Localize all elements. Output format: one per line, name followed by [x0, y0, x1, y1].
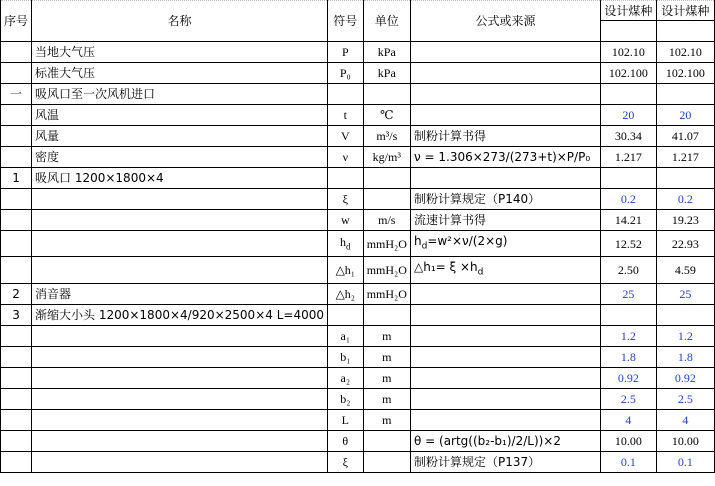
row-formula-cell[interactable]: 制粉计算规定（P137）	[410, 451, 600, 472]
row-formula-cell[interactable]: $h_d=w^2\times\nu/(2\times g)$	[410, 231, 600, 257]
row-index-cell[interactable]	[1, 430, 32, 451]
row-name-cell[interactable]	[32, 451, 328, 472]
row-formula-cell[interactable]	[410, 42, 600, 63]
header-formula[interactable]: 公式或来源	[410, 1, 600, 42]
row-design2-value-cell[interactable]: 102.10	[656, 42, 714, 63]
row-unit-cell[interactable]: m	[363, 367, 410, 388]
row-index-cell[interactable]	[1, 325, 32, 346]
row-index-cell[interactable]	[1, 126, 32, 147]
row-design1-value-cell[interactable]	[601, 168, 657, 189]
row-design2-value-cell[interactable]	[656, 84, 714, 105]
row-design1-value-cell[interactable]: 20	[601, 105, 657, 126]
row-index-cell[interactable]	[1, 147, 32, 168]
row-design1-value-cell[interactable]: 2.5	[601, 388, 657, 409]
row-design1-value-cell[interactable]: 0.2	[601, 189, 657, 210]
row-formula-cell[interactable]: △h₁= $\xi \times h_d$	[410, 257, 600, 283]
row-design1-value-cell[interactable]: 1.217	[601, 147, 657, 168]
row-design1-value-cell[interactable]: 102.10	[601, 42, 657, 63]
row-formula-cell[interactable]: ν = 1.306×273/(273+t)×P/P₀	[410, 147, 600, 168]
row-name-cell[interactable]: 吸风口至一次风机进口	[32, 84, 328, 105]
row-formula-cell[interactable]	[410, 346, 600, 367]
row-index-cell[interactable]: 1	[1, 168, 32, 189]
table-row	[1, 304, 715, 325]
row-symbol-cell[interactable]: $h_d$	[327, 231, 363, 257]
table-row	[1, 231, 715, 257]
row-design2-value-cell[interactable]	[656, 304, 714, 325]
row-unit-cell[interactable]	[363, 304, 410, 325]
row-formula-cell[interactable]: 流速计算书得	[410, 210, 600, 231]
row-name-cell[interactable]	[32, 231, 328, 257]
row-index-cell[interactable]	[1, 63, 32, 84]
row-design2-value-cell[interactable]: 102.100	[656, 63, 714, 84]
row-index-cell[interactable]	[1, 367, 32, 388]
row-formula-cell[interactable]	[410, 388, 600, 409]
row-design2-value-cell[interactable]: 1.2	[656, 325, 714, 346]
row-design1-value-cell[interactable]: 102.100	[601, 63, 657, 84]
table-row	[1, 283, 715, 304]
table-row	[1, 409, 715, 430]
row-formula-cell[interactable]: 制粉计算书得	[410, 126, 600, 147]
row-design1-value-cell[interactable]: 1.8	[601, 346, 657, 367]
row-formula-cell[interactable]	[410, 283, 600, 304]
row-formula-cell[interactable]	[410, 63, 600, 84]
row-unit-cell[interactable]: kPa	[363, 63, 410, 84]
row-unit-cell[interactable]	[363, 189, 410, 210]
row-design1-value-cell[interactable]: 14.21	[601, 210, 657, 231]
row-symbol-cell[interactable]: t	[327, 105, 363, 126]
row-symbol-cell[interactable]: △h₁	[327, 257, 363, 283]
row-index-cell[interactable]	[1, 42, 32, 63]
row-symbol-cell[interactable]: b₁	[327, 346, 363, 367]
row-unit-cell[interactable]	[363, 84, 410, 105]
row-index-cell[interactable]	[1, 451, 32, 472]
row-name-cell[interactable]: 吸风口 1200×1800×4	[32, 168, 328, 189]
row-name-cell[interactable]	[32, 367, 328, 388]
row-name-cell[interactable]	[32, 210, 328, 231]
row-name-cell[interactable]	[32, 430, 328, 451]
table-row	[1, 325, 715, 346]
row-unit-cell[interactable]: m	[363, 325, 410, 346]
row-formula-cell[interactable]	[410, 367, 600, 388]
row-symbol-cell[interactable]: P	[327, 42, 363, 63]
row-unit-cell[interactable]	[363, 168, 410, 189]
row-symbol-cell[interactable]: θ	[327, 430, 363, 451]
row-unit-cell[interactable]: kPa	[363, 42, 410, 63]
row-design2-value-cell[interactable]: 41.07	[656, 126, 714, 147]
row-design1-value-cell[interactable]: 4	[601, 409, 657, 430]
row-design1-value-cell[interactable]: 30.34	[601, 126, 657, 147]
row-formula-cell[interactable]	[410, 325, 600, 346]
row-unit-cell[interactable]	[363, 430, 410, 451]
row-symbol-cell[interactable]: a₂	[327, 367, 363, 388]
row-formula-cell[interactable]	[410, 168, 600, 189]
header-design-coal-2[interactable]	[656, 1, 714, 42]
row-name-cell[interactable]: 当地大气压	[32, 42, 328, 63]
row-symbol-cell[interactable]: P₀	[327, 63, 363, 84]
table-row	[1, 430, 715, 451]
row-name-cell[interactable]	[32, 409, 328, 430]
row-index-cell[interactable]	[1, 409, 32, 430]
row-name-cell[interactable]	[32, 257, 328, 283]
row-symbol-cell[interactable]: w	[327, 210, 363, 231]
row-symbol-cell[interactable]	[327, 84, 363, 105]
row-design2-value-cell[interactable]: 0.2	[656, 189, 714, 210]
header-design-coal-2-sub	[657, 21, 714, 41]
row-symbol-cell[interactable]: ξ	[327, 451, 363, 472]
table-row	[1, 388, 715, 409]
row-design1-value-cell[interactable]	[601, 304, 657, 325]
row-name-cell[interactable]: 标准大气压	[32, 63, 328, 84]
row-name-cell[interactable]	[32, 346, 328, 367]
header-row	[1, 1, 715, 42]
row-design1-value-cell[interactable]: 10.00	[601, 430, 657, 451]
row-design2-value-cell[interactable]: 1.217	[656, 147, 714, 168]
row-design2-value-cell[interactable]: 10.00	[656, 430, 714, 451]
table-body	[1, 42, 715, 473]
row-symbol-cell[interactable]: a₁	[327, 325, 363, 346]
row-symbol-cell[interactable]: b₂	[327, 388, 363, 409]
row-unit-cell[interactable]: m/s	[363, 210, 410, 231]
row-design2-value-cell[interactable]: 22.93	[656, 231, 714, 257]
row-symbol-cell[interactable]: L	[327, 409, 363, 430]
row-design2-value-cell[interactable]: 1.8	[656, 346, 714, 367]
row-index-cell[interactable]	[1, 257, 32, 283]
row-name-cell[interactable]	[32, 388, 328, 409]
header-symbol[interactable]: 符号	[327, 1, 363, 42]
row-index-cell[interactable]: 3	[1, 304, 32, 325]
table-row	[1, 346, 715, 367]
table-row	[1, 105, 715, 126]
row-design1-value-cell[interactable]: 25	[601, 283, 657, 304]
row-symbol-cell[interactable]: ξ	[327, 189, 363, 210]
row-design2-value-cell[interactable]: 0.1	[656, 451, 714, 472]
table-row	[1, 189, 715, 210]
header-design-coal-2-label: 设计煤种	[657, 1, 714, 21]
row-design2-value-cell[interactable]: 4	[656, 409, 714, 430]
row-design2-value-cell[interactable]: 25	[656, 283, 714, 304]
row-name-cell[interactable]: 风量	[32, 126, 328, 147]
row-formula-cell[interactable]: 制粉计算规定（P140）	[410, 189, 600, 210]
row-index-cell[interactable]: 一	[1, 84, 32, 105]
row-name-cell[interactable]	[32, 325, 328, 346]
header-design-coal-1-sub	[601, 21, 656, 41]
row-unit-cell[interactable]: mmH₂O	[363, 231, 410, 257]
table-row	[1, 42, 715, 63]
header-design-coal-1[interactable]	[601, 1, 657, 42]
row-design2-value-cell[interactable]: 4.59	[656, 257, 714, 283]
row-unit-cell[interactable]: m	[363, 409, 410, 430]
row-unit-cell[interactable]: m	[363, 388, 410, 409]
header-unit[interactable]: 单位	[363, 1, 410, 42]
row-index-cell[interactable]: 2	[1, 283, 32, 304]
table-row	[1, 257, 715, 283]
row-design2-value-cell[interactable]: 2.5	[656, 388, 714, 409]
row-symbol-cell[interactable]	[327, 168, 363, 189]
row-design1-value-cell[interactable]: 12.52	[601, 231, 657, 257]
table-row	[1, 451, 715, 472]
row-name-cell[interactable]: 消音器	[32, 283, 328, 304]
row-index-cell[interactable]	[1, 346, 32, 367]
row-symbol-cell[interactable]: ν	[327, 147, 363, 168]
table-row	[1, 63, 715, 84]
header-design-coal-1-label: 设计煤种	[601, 1, 656, 21]
row-formula-cell[interactable]	[410, 304, 600, 325]
row-name-cell[interactable]: 风温	[32, 105, 328, 126]
row-symbol-cell[interactable]: V	[327, 126, 363, 147]
row-unit-cell[interactable]: m	[363, 346, 410, 367]
table-row	[1, 147, 715, 168]
table-row	[1, 126, 715, 147]
row-unit-cell[interactable]	[363, 451, 410, 472]
row-design1-value-cell[interactable]	[601, 84, 657, 105]
row-design1-value-cell[interactable]: 0.92	[601, 367, 657, 388]
row-design2-value-cell[interactable]: 20	[656, 105, 714, 126]
row-unit-cell[interactable]: kg/m³	[363, 147, 410, 168]
row-unit-cell[interactable]: m³/s	[363, 126, 410, 147]
row-design1-value-cell[interactable]: 0.1	[601, 451, 657, 472]
table-row	[1, 210, 715, 231]
row-formula-cell[interactable]: θ = (artg((b₂-b₁)/2/L))×2	[410, 430, 600, 451]
row-unit-cell[interactable]: mmH₂O	[363, 283, 410, 304]
row-name-cell[interactable]: 密度	[32, 147, 328, 168]
row-formula-cell[interactable]	[410, 84, 600, 105]
table-row	[1, 84, 715, 105]
row-index-cell[interactable]	[1, 210, 32, 231]
table-row	[1, 367, 715, 388]
row-symbol-cell[interactable]: △h₂	[327, 283, 363, 304]
row-design2-value-cell[interactable]: 0.92	[656, 367, 714, 388]
row-unit-cell[interactable]: mmH₂O	[363, 257, 410, 283]
row-design2-value-cell[interactable]: 19.23	[656, 210, 714, 231]
row-index-cell[interactable]	[1, 388, 32, 409]
row-name-cell[interactable]	[32, 189, 328, 210]
row-name-cell[interactable]: 渐缩大小头 1200×1800×4/920×2500×4 L=4000	[32, 304, 328, 325]
row-unit-cell[interactable]: ℃	[363, 105, 410, 126]
row-index-cell[interactable]	[1, 231, 32, 257]
row-symbol-cell[interactable]	[327, 304, 363, 325]
row-design1-value-cell[interactable]: 1.2	[601, 325, 657, 346]
row-design1-value-cell[interactable]: 2.50	[601, 257, 657, 283]
row-design2-value-cell[interactable]	[656, 168, 714, 189]
table-row	[1, 168, 715, 189]
header-index[interactable]: 序号	[1, 1, 32, 42]
row-index-cell[interactable]	[1, 189, 32, 210]
row-formula-cell[interactable]	[410, 409, 600, 430]
row-index-cell[interactable]	[1, 105, 32, 126]
header-name[interactable]: 名称	[32, 1, 328, 42]
row-formula-cell[interactable]	[410, 105, 600, 126]
